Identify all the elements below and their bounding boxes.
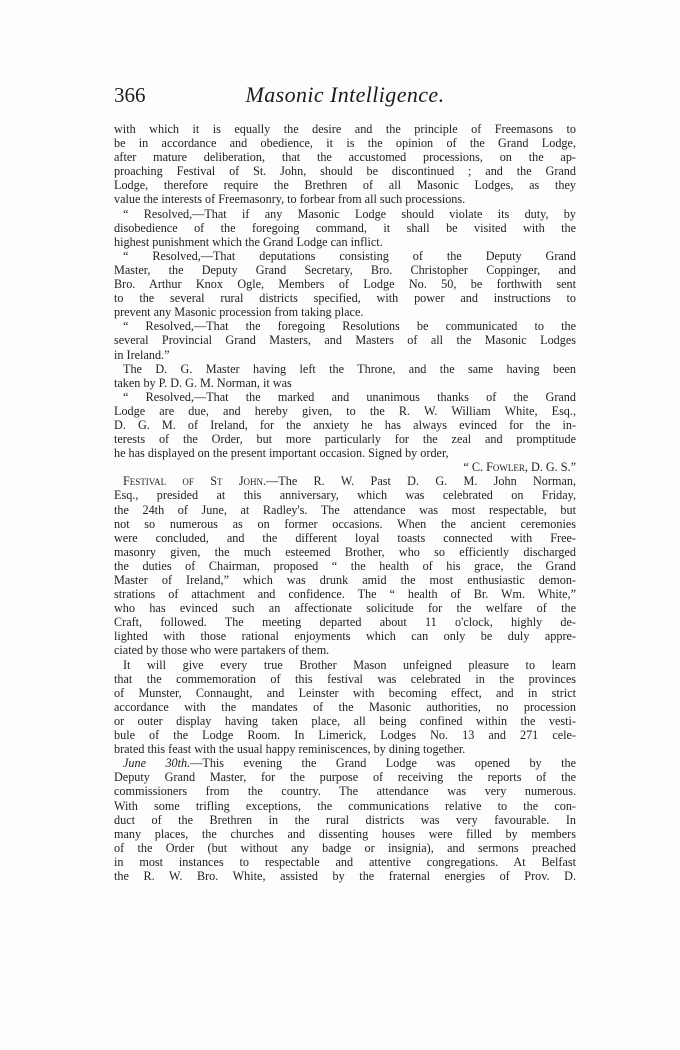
line-text: with which it is equally the desire and the principle of Freemasons to [114,122,576,136]
text-line [114,587,576,601]
text-line [114,545,576,559]
text-line [114,503,576,517]
line-text: brated this feast with the usual happy reminiscences, by dining together. [114,742,466,757]
text-line [114,150,576,164]
text-line [114,418,576,432]
line-text: —The R. W. Past D. G. M. John Norman, [266,474,576,489]
text-line [114,672,576,686]
text-line [114,643,576,657]
line-text: lighted with those rational enjoyments which can only be duly appre- [114,629,576,644]
line-text: or outer display having taken place, all being confined within the vesti- [114,713,576,728]
line-text: proaching Festival of St. John, should be discontinued ; and the Grand [114,164,576,179]
text-line [114,601,576,615]
text-line [114,855,576,869]
running-title: Masonic Intelligence. [245,82,445,107]
text-line [114,629,576,643]
text-line [114,714,576,728]
text-line [114,460,576,474]
text-line [114,277,576,291]
text-line [114,136,576,150]
text-line [114,742,576,756]
line-text: duct of the Brethren in the rural districts was very favourable. In [114,812,576,827]
page-header [114,80,576,110]
line-text: Deputy Grand Master, for the purpose of receiving the reports of the [114,770,576,785]
line-text: masonry given, the much esteemed Brother, who so efficiently discharged [114,544,576,559]
text-line [114,784,576,798]
text-line [114,686,576,700]
line-text: in Ireland.” [114,347,170,362]
text-line [114,376,576,390]
line-text: to the several rural districts specified, with power and instructions to [114,291,576,306]
text-line [114,263,576,277]
line-text: terests of the Order, but more particularly for the zeal and promptitude [114,432,576,447]
line-text: It will give every true Brother Mason unfeigned pleasure to learn [123,657,576,672]
text-line [114,221,576,235]
text-line [114,122,576,136]
text-line [114,164,576,178]
line-text: in most instances to respectable and attentive congregations. At Belfast [114,854,576,869]
line-text: “ Resolved,—That the marked and unanimous thanks of the Grand [123,389,576,404]
line-text: the R. W. Bro. White, assisted by the fraternal energies of Prov. D. [114,868,576,883]
line-text: D. G. M. of Ireland, for the anxiety he has always evinced for the in- [114,417,576,432]
text-line [114,658,576,672]
line-text: Lodge, therefore require the Brethren of all Masonic Lodges, as they [114,178,576,193]
text-line [114,362,576,376]
line-text: of the Order (but without any badge or insignia), and sermons preached [114,840,576,855]
text-line [114,305,576,319]
text-line [114,390,576,404]
body-text [114,122,576,883]
line-lead: Festival of St John. [123,474,267,489]
line-text: prevent any Masonic procession from taking place. [114,305,364,320]
text-line [114,559,576,573]
line-text: “ Resolved,—That deputations consisting of the Deputy Grand [123,248,576,263]
line-text: “ C. Fowler, D. G. S.” [463,460,576,475]
line-text: “ Resolved,—That if any Masonic Lodge should violate its duty, by [123,206,576,221]
line-text: not so numerous as on former occasions. When the ancient ceremonies [114,516,576,531]
line-text: highest punishment which the Grand Lodge can inflict. [114,234,383,249]
text-line [114,517,576,531]
text-line [114,488,576,502]
line-text: Master of Ireland,” which was drunk amid the most enthusiastic demon- [114,573,576,587]
text-line [114,827,576,841]
text-line [114,207,576,221]
line-text: value the interests of Freemasonry, to forbear from all such processions. [114,192,466,207]
text-line [114,869,576,883]
text-line [114,531,576,545]
line-text: Bro. Arthur Knox Ogle, Members of Lodge No. 50, be forthwith sent [114,277,576,292]
text-line [114,178,576,192]
line-text: he has displayed on the present important occasion. Signed by order, [114,446,449,461]
line-text: that the commemoration of this festival was celebrated in the provinces [114,671,576,686]
text-line [114,728,576,742]
line-text: be in accordance and obedience, it is the opinion of the Grand Lodge, [114,136,576,151]
text-line [114,333,576,347]
text-line [114,348,576,362]
line-text: Esq., presided at this anniversary, which was celebrated on Friday, [114,488,576,503]
line-text: taken by P. D. G. M. Norman, it was [114,375,292,390]
line-text: “ Resolved,—That the foregoing Resolutions be communicated to the [123,319,576,334]
line-text: With some trifling exceptions, the communications relative to the con- [114,798,576,813]
line-text: of Munster, Connaught, and Leinster with becoming effect, and in strict [114,685,576,700]
text-line [114,235,576,249]
line-text: Lodge are due, and hereby given, to the R. W. William White, Esq., [114,403,576,418]
line-text: accordance with the mandates of the Masonic authorities, no procession [114,699,576,714]
text-line [114,446,576,460]
text-line [114,319,576,333]
page-number: 366 [114,83,146,107]
text-line [114,841,576,855]
text-line [114,432,576,446]
text-line [114,813,576,827]
line-text: several Provincial Grand Masters, and Masters of all the Masonic Lodges [114,333,576,348]
line-text: strations of attachment and confidence. The “ health of Br. Wm. White,” [114,587,576,602]
text-line [114,192,576,206]
line-text: bule of the Lodge Room. In Limerick, Lodges No. 13 and 271 cele- [114,728,576,743]
text-line [114,249,576,263]
line-text: Craft, followed. The meeting departed about 11 o'clock, highly de- [114,615,576,630]
text-line [114,615,576,629]
line-text: who has evinced such an affectionate solicitude for the welfare of the [114,601,576,616]
line-text: —This evening the Grand Lodge was opened by the [190,756,576,771]
line-text: after mature deliberation, that the accustomed processions, on the ap- [114,150,576,165]
text-line [114,700,576,714]
text-line [114,770,576,784]
text-line [114,799,576,813]
text-line [114,404,576,418]
line-text: commissioners from the country. The attendance was very numerous. [114,784,576,799]
line-text: were concluded, and the different loyal toasts connected with Free- [114,530,576,545]
text-line [114,474,576,488]
line-text: many places, the churches and dissenting houses were filled by members [114,826,576,841]
text-line [114,573,576,587]
line-text: disobedience of the foregoing command, it shall be visited with the [114,220,576,235]
line-text: Master, the Deputy Grand Secretary, Bro. Christopher Coppinger, and [114,262,576,277]
line-text: the duties of Chairman, proposed “ the health of his grace, the Grand [114,558,576,573]
text-line [114,756,576,770]
line-text: the 24th of June, at Radley's. The attendance was most respectable, but [114,502,576,517]
text-line [114,291,576,305]
line-text: ciated by those who were partakers of them. [114,643,330,658]
line-lead: June 30th. [123,756,191,771]
line-text: The D. G. Master having left the Throne, and the same having been [123,361,576,376]
